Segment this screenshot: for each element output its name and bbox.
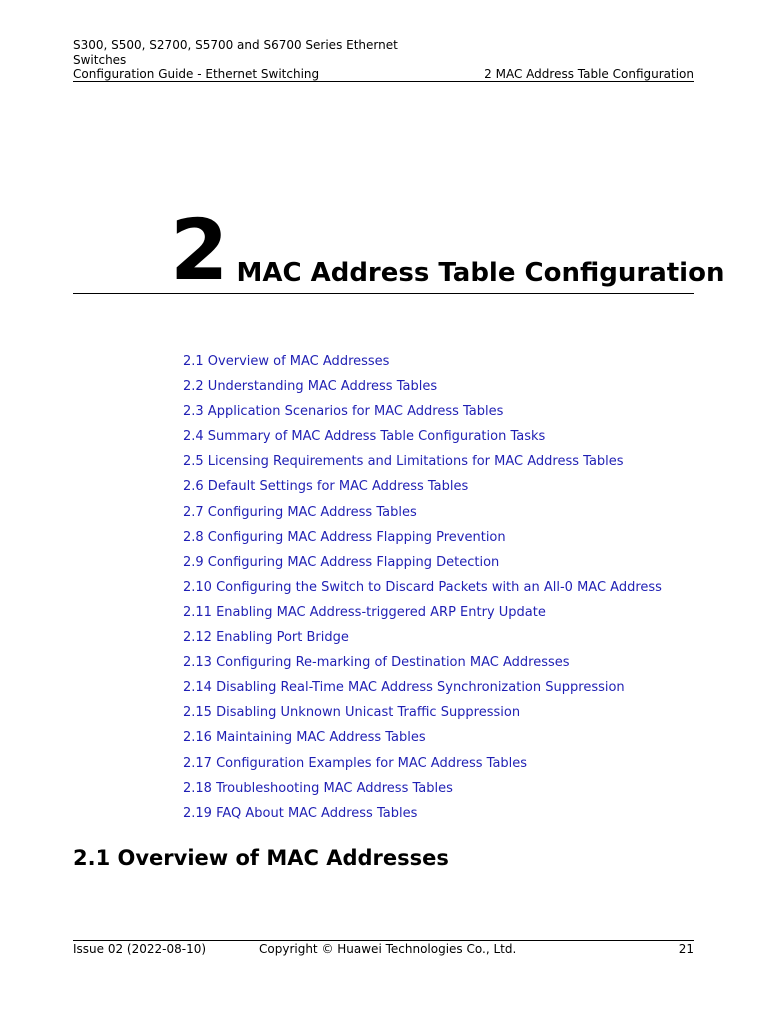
page-number: 21 (678, 942, 694, 956)
footer-copyright: Copyright © Huawei Technologies Co., Ltd. (259, 942, 517, 956)
toc-link[interactable]: 2.19 FAQ About MAC Address Tables (183, 805, 418, 821)
toc-link[interactable]: 2.11 Enabling MAC Address-triggered ARP Entry Update (183, 604, 546, 620)
toc-link[interactable]: 2.13 Configuring Re-marking of Destination MAC Addresses (183, 655, 570, 671)
footer-issue: Issue 02 (2022-08-10) (73, 942, 207, 956)
table-of-contents (183, 352, 662, 829)
chapter-number: 2 (170, 201, 227, 299)
header-divider (73, 81, 694, 82)
section-heading: 2.1 Overview of MAC Addresses (73, 846, 449, 870)
chapter-divider (73, 293, 694, 294)
toc-link[interactable]: 2.18 Troubleshooting MAC Address Tables (183, 780, 453, 796)
toc-link[interactable]: 2.15 Disabling Unknown Unicast Traffic Suppression (183, 705, 521, 721)
toc-link[interactable]: 2.5 Licensing Requirements and Limitations for MAC Address Tables (183, 454, 624, 470)
toc-link[interactable]: 2.12 Enabling Port Bridge (183, 630, 349, 646)
chapter-title: MAC Address Table Configuration (236, 258, 725, 288)
chapter-heading (170, 201, 725, 299)
toc-link[interactable]: 2.16 Maintaining MAC Address Tables (183, 730, 426, 746)
toc-link[interactable]: 2.10 Configuring the Switch to Discard Packets with an All-0 MAC Address (183, 579, 662, 595)
toc-link[interactable]: 2.3 Application Scenarios for MAC Address Tables (183, 404, 504, 420)
toc-link[interactable]: 2.6 Default Settings for MAC Address Tables (183, 479, 469, 495)
header-product-line1: S300, S500, S2700, S5700 and S6700 Series Ethernet (73, 38, 398, 52)
toc-link[interactable]: 2.2 Understanding MAC Address Tables (183, 379, 438, 395)
header-product (73, 38, 403, 67)
toc-link[interactable]: 2.8 Configuring MAC Address Flapping Prevention (183, 529, 506, 545)
header-row (73, 67, 694, 82)
header-chapter-ref: 2 MAC Address Table Configuration (484, 67, 694, 81)
toc-link[interactable]: 2.14 Disabling Real-Time MAC Address Synchronization Suppression (183, 680, 625, 696)
footer-divider (73, 940, 694, 941)
toc-link[interactable]: 2.9 Configuring MAC Address Flapping Detection (183, 554, 500, 570)
toc-link[interactable]: 2.7 Configuring MAC Address Tables (183, 504, 417, 520)
page-header (73, 38, 694, 82)
toc-link[interactable]: 2.1 Overview of MAC Addresses (183, 354, 390, 369)
header-product-line2: Switches (73, 52, 127, 67)
header-guide-title: Configuration Guide - Ethernet Switching (73, 67, 320, 81)
toc-link[interactable]: 2.4 Summary of MAC Address Table Configuration Tasks (183, 429, 546, 445)
toc-link[interactable]: 2.17 Configuration Examples for MAC Address Tables (183, 755, 528, 771)
